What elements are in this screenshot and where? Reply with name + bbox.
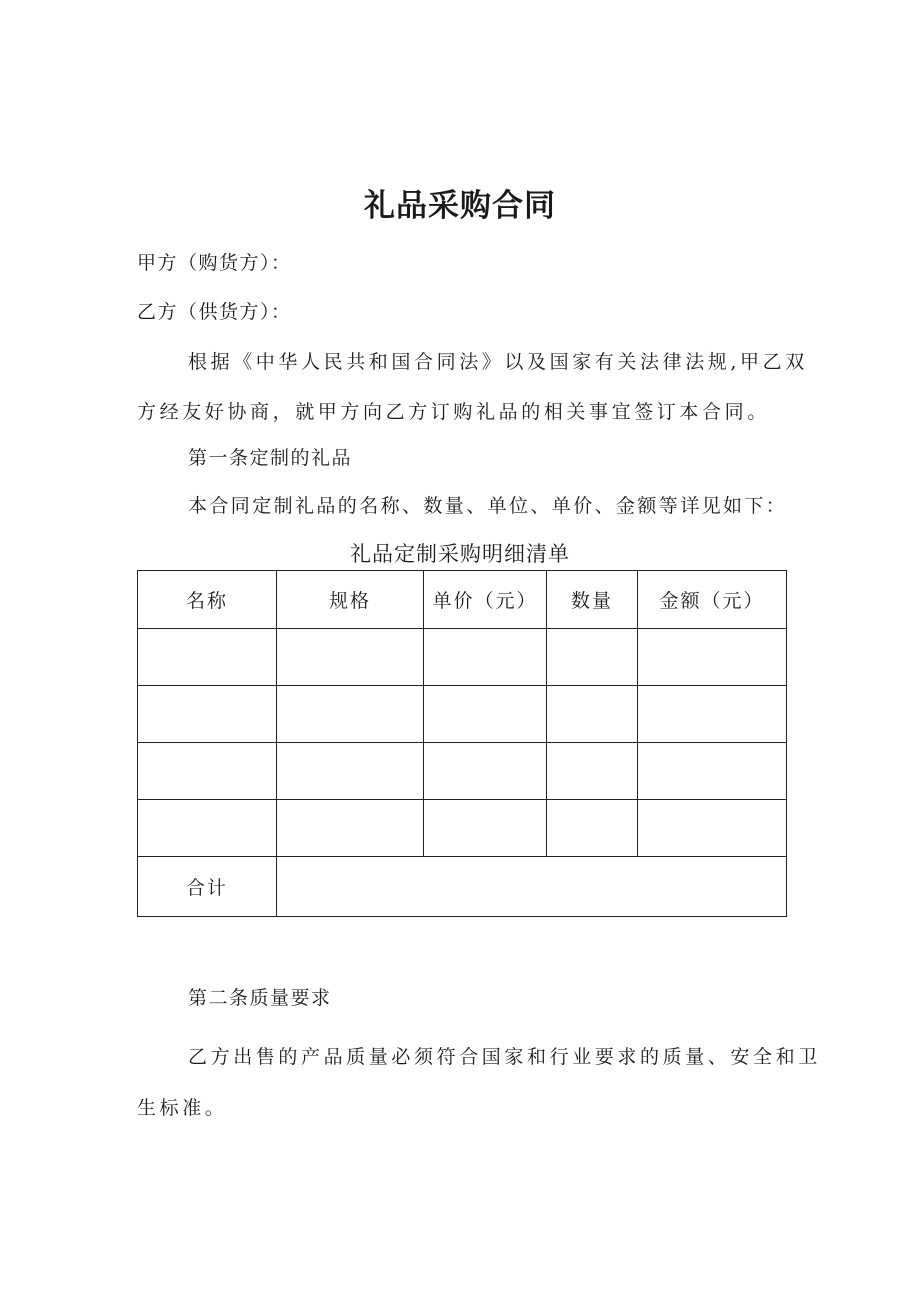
table-cell: [424, 686, 547, 743]
table-cell: [138, 629, 277, 686]
table-cell: [424, 629, 547, 686]
article-2-paragraph-line-2: 生标准。: [137, 1097, 228, 1119]
table-cell: [277, 743, 424, 800]
party-b-line: 乙方（供货方）：: [137, 301, 292, 323]
table-row: [138, 629, 787, 686]
header-quantity: 数量: [547, 571, 638, 629]
table-cell: [547, 743, 638, 800]
gift-detail-table: [137, 570, 787, 917]
table-caption: 礼品定制采购明细清单: [350, 542, 570, 566]
header-spec: 规格: [277, 571, 424, 629]
table-cell: [638, 743, 787, 800]
table-cell: [277, 629, 424, 686]
table-row: [138, 743, 787, 800]
table-cell: [138, 686, 277, 743]
table-header-row: [138, 571, 787, 629]
table-cell: [138, 800, 277, 857]
table-cell: [638, 629, 787, 686]
table-cell: [277, 686, 424, 743]
table-cell: [424, 800, 547, 857]
article-1-text: 本合同定制礼品的名称、数量、单位、单价、金额等详见如下：: [188, 495, 788, 517]
table-row: [138, 800, 787, 857]
table-cell: [638, 686, 787, 743]
article-2-heading: 第二条质量要求: [188, 987, 332, 1009]
total-label: 合计: [138, 857, 277, 917]
table-cell: [547, 800, 638, 857]
intro-paragraph-line-1: 根据《中华人民共和国合同法》以及国家有关法律法规,甲乙双: [188, 351, 808, 373]
article-2-paragraph-line-1: 乙方出售的产品质量必须符合国家和行业要求的质量、安全和卫: [188, 1046, 821, 1068]
table-cell: [547, 629, 638, 686]
header-unit-price: 单价（元）: [424, 571, 547, 629]
table-row: [138, 686, 787, 743]
table-cell: [277, 800, 424, 857]
table-cell: [424, 743, 547, 800]
total-value: [277, 857, 787, 917]
table-total-row: [138, 857, 787, 917]
party-a-line: 甲方（购货方）：: [137, 252, 292, 274]
table-cell: [547, 686, 638, 743]
header-name: 名称: [138, 571, 277, 629]
intro-paragraph-line-2: 方经友好协商，就甲方向乙方订购礼品的相关事宜签订本合同。: [137, 401, 770, 423]
header-amount: 金额（元）: [638, 571, 787, 629]
article-1-heading: 第一条定制的礼品: [188, 447, 353, 469]
document-title: 礼品采购合同: [364, 188, 556, 224]
table-cell: [138, 743, 277, 800]
table-cell: [638, 800, 787, 857]
